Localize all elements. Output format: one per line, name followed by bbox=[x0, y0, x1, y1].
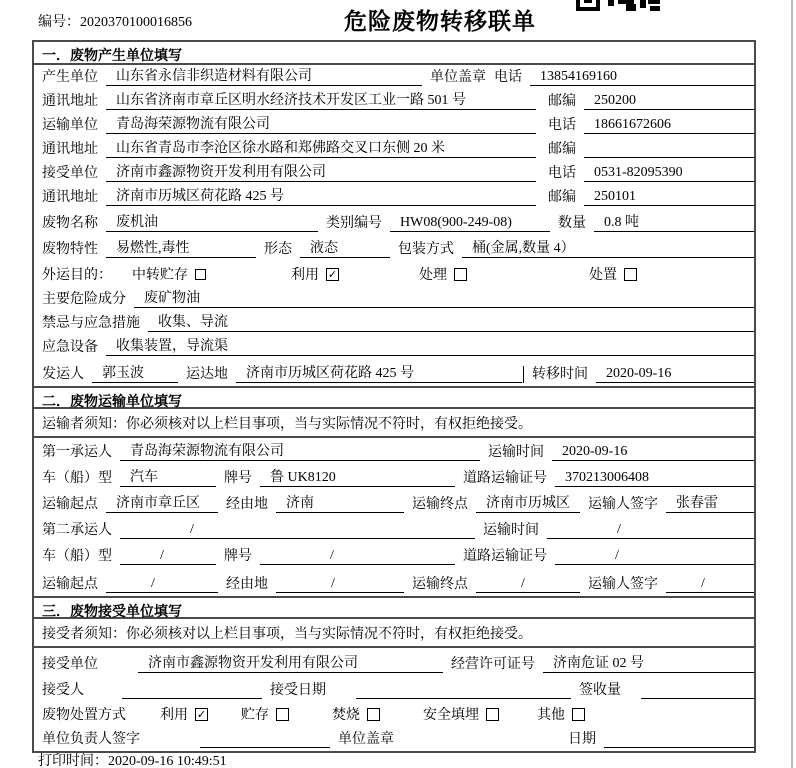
receiver-addr-label: 通讯地址 bbox=[42, 190, 98, 205]
packing-label: 包装方式 bbox=[398, 242, 454, 257]
license-value: 济南危证 02 号 bbox=[543, 652, 754, 673]
license-label: 经营许可证号 bbox=[451, 657, 535, 672]
transporter-addr-value: 山东省青岛市李沧区徐水路和郑佛路交叉口东侧 20 米 bbox=[106, 137, 536, 158]
via2-value: / bbox=[276, 576, 404, 593]
permit2-value: / bbox=[555, 548, 754, 565]
serial-number bbox=[38, 11, 192, 31]
page-edge-line bbox=[791, 0, 793, 768]
disposal-option-storage bbox=[241, 704, 289, 724]
sign1-value: 张春雷 bbox=[666, 492, 754, 513]
plate2-label: 牌号 bbox=[224, 549, 252, 564]
vehicle2-value: / bbox=[120, 548, 216, 565]
emergency-value: 收集、导流 bbox=[148, 311, 754, 332]
date-label: 日期 bbox=[568, 732, 596, 747]
transport-time2-value: / bbox=[547, 522, 754, 539]
receiver-row bbox=[34, 161, 754, 185]
producer-addr-value: 山东省济南市章丘区明水经济技术开发区工业一路 501 号 bbox=[106, 89, 536, 110]
origin1-label: 运输起点 bbox=[42, 497, 98, 512]
receiver-zip-value: 250101 bbox=[584, 189, 754, 206]
origin2-label: 运输起点 bbox=[42, 577, 98, 592]
receiver-address-row bbox=[34, 185, 754, 209]
purpose-utilize-label: 利用 bbox=[291, 268, 319, 283]
terminal2-value: / bbox=[476, 576, 580, 593]
serial-value: 2020370100016856 bbox=[80, 15, 192, 30]
page-title: 危险废物转移联单 bbox=[344, 9, 536, 34]
hazard-component-row bbox=[34, 287, 754, 311]
waste-name-value: 废机油 bbox=[106, 211, 318, 232]
destination-label: 运达地 bbox=[186, 367, 228, 382]
transporter-phone-label: 电话 bbox=[548, 118, 576, 133]
transport-time1-label: 运输时间 bbox=[488, 445, 544, 460]
via1-value: 济南 bbox=[276, 492, 404, 513]
shipper-value: 郭玉波 bbox=[92, 362, 178, 383]
characteristic-label: 废物特性 bbox=[42, 242, 98, 257]
accept-date-label: 接受日期 bbox=[270, 683, 326, 698]
print-time bbox=[38, 750, 227, 768]
disposal-option-incinerate bbox=[332, 704, 380, 724]
section-2-header: 二．废物运输单位填写 bbox=[34, 386, 754, 409]
producer-label: 产生单位 bbox=[42, 70, 98, 85]
purpose-treat-checkbox bbox=[454, 268, 467, 281]
disposal-option-other bbox=[537, 704, 585, 724]
transporter-zip-value bbox=[584, 157, 754, 158]
route2-row bbox=[34, 568, 754, 596]
hazard-value: 废矿物油 bbox=[134, 287, 754, 308]
leader-signature-row bbox=[34, 726, 754, 751]
receiver-label: 接受单位 bbox=[42, 166, 98, 181]
via1-label: 经由地 bbox=[226, 497, 268, 512]
disposal-landfill-checkbox bbox=[486, 708, 499, 721]
section-3-header: 三．废物接受单位填写 bbox=[34, 596, 754, 619]
plate1-label: 牌号 bbox=[224, 471, 252, 486]
disposal-other-checkbox bbox=[572, 708, 585, 721]
acceptor-value bbox=[122, 698, 262, 699]
disposal-option-landfill bbox=[423, 704, 499, 724]
transporter-row bbox=[34, 113, 754, 137]
carrier1-value: 青岛海荣源物流有限公司 bbox=[120, 440, 480, 461]
plate2-value: / bbox=[260, 548, 455, 565]
qr-code-remnant-icon bbox=[576, 0, 660, 11]
vehicle1-value: 汽车 bbox=[120, 466, 216, 487]
section-1-header: 一．废物产生单位填写 bbox=[34, 42, 754, 65]
carrier2-label: 第二承运人 bbox=[42, 523, 112, 538]
disposal-utilize-label: 利用 bbox=[160, 708, 188, 723]
transporter-label: 运输单位 bbox=[42, 118, 98, 133]
disposal-label: 废物处置方式 bbox=[42, 708, 126, 723]
producer-row bbox=[34, 65, 754, 89]
vehicle1-row bbox=[34, 464, 754, 490]
vehicle2-label: 车（船）型 bbox=[42, 549, 112, 564]
disposal-storage-label: 贮存 bbox=[241, 708, 269, 723]
waste-name-row bbox=[34, 209, 754, 235]
producer-zip-label: 邮编 bbox=[548, 94, 576, 109]
transporter-address-row bbox=[34, 137, 754, 161]
vehicle1-label: 车（船）型 bbox=[42, 471, 112, 486]
purpose-row bbox=[34, 261, 754, 287]
quantity-label: 数量 bbox=[558, 216, 586, 231]
transporter-addr-label: 通讯地址 bbox=[42, 142, 98, 157]
transporter-zip-label: 邮编 bbox=[548, 142, 576, 157]
route1-row bbox=[34, 490, 754, 516]
leader-sign-label: 单位负责人签字 bbox=[42, 732, 140, 747]
transporter-notice-text: 运输者须知：你必须核对以上栏目事项，当与实际情况不符时，有权拒绝接受。 bbox=[42, 416, 532, 432]
purpose-option-transfer-storage bbox=[132, 264, 206, 284]
emergency-equipment-row bbox=[34, 335, 754, 359]
sign2-value: / bbox=[666, 576, 754, 593]
sign1-label: 运输人签字 bbox=[588, 497, 658, 512]
transporter-value: 青岛海荣源物流有限公司 bbox=[106, 113, 536, 134]
quantity-value: 0.8 吨 bbox=[594, 211, 754, 232]
purpose-transfer-storage-checkbox bbox=[195, 269, 206, 280]
via2-label: 经由地 bbox=[226, 577, 268, 592]
producer-addr-label: 通讯地址 bbox=[42, 94, 98, 109]
transporter-notice-row bbox=[34, 409, 754, 438]
purpose-dispose-label: 处置 bbox=[589, 268, 617, 283]
disposal-option-utilize bbox=[160, 704, 208, 724]
disposal-other-label: 其他 bbox=[537, 708, 565, 723]
producer-zip-value: 250200 bbox=[584, 93, 754, 110]
disposal-landfill-label: 安全填埋 bbox=[423, 708, 479, 723]
waste-characteristic-row bbox=[34, 235, 754, 261]
acceptor-label: 接受人 bbox=[42, 683, 84, 698]
transporter-phone-value: 18661672606 bbox=[584, 117, 754, 134]
waste-name-label: 废物名称 bbox=[42, 216, 98, 231]
purpose-option-utilize bbox=[291, 264, 339, 284]
origin2-value: / bbox=[106, 576, 218, 593]
terminal2-label: 运输终点 bbox=[412, 577, 468, 592]
receiver-phone-label: 电话 bbox=[548, 166, 576, 181]
equipment-value: 收集装置，导流渠 bbox=[106, 335, 754, 356]
accept-unit-value: 济南市鑫源物资开发利用有限公司 bbox=[138, 652, 443, 673]
category-value: HW08(900-249-08) bbox=[390, 215, 550, 232]
receiver-notice-row bbox=[34, 619, 754, 648]
permit1-label: 道路运输证号 bbox=[463, 471, 547, 486]
purpose-option-dispose bbox=[589, 264, 637, 284]
emergency-measures-row bbox=[34, 311, 754, 335]
disposal-storage-checkbox bbox=[276, 708, 289, 721]
transfer-time-label: 转移时间 bbox=[532, 367, 588, 382]
manifest-form bbox=[32, 40, 756, 753]
purpose-label: 外运目的： bbox=[42, 268, 112, 283]
shipper-row bbox=[34, 359, 754, 386]
leader-sign-value bbox=[200, 747, 330, 748]
purpose-dispose-checkbox bbox=[624, 268, 637, 281]
cell-divider bbox=[523, 366, 524, 383]
purpose-treat-label: 处理 bbox=[419, 268, 447, 283]
packing-value: 桶(金属,数量 4） bbox=[462, 237, 754, 258]
form-state-label: 形态 bbox=[264, 242, 292, 257]
destination-value: 济南市历城区荷花路 425 号 bbox=[236, 362, 522, 383]
producer-phone-value: 13854169160 bbox=[530, 69, 754, 86]
permit1-value: 370213006408 bbox=[555, 470, 754, 487]
producer-value: 山东省永信非织造材料有限公司 bbox=[106, 65, 422, 86]
date-value bbox=[604, 747, 754, 748]
carrier2-value: / bbox=[120, 522, 475, 539]
disposal-utilize-checkbox: ✓ bbox=[196, 707, 207, 721]
origin1-value: 济南市章丘区 bbox=[106, 492, 218, 513]
received-qty-label: 签收量 bbox=[579, 683, 621, 698]
carrier1-row bbox=[34, 438, 754, 464]
print-time-label: 打印时间： bbox=[38, 754, 108, 768]
received-qty-value bbox=[641, 698, 754, 699]
unit-seal-label: 单位盖章 bbox=[430, 70, 486, 85]
transport-time1-value: 2020-09-16 bbox=[552, 444, 754, 461]
purpose-utilize-checkbox: ✓ bbox=[327, 267, 338, 281]
carrier2-row bbox=[34, 516, 754, 542]
terminal1-label: 运输终点 bbox=[412, 497, 468, 512]
form-state-value: 液态 bbox=[300, 237, 390, 258]
plate1-value: 鲁 UK8120 bbox=[260, 466, 455, 487]
transport-time2-label: 运输时间 bbox=[483, 523, 539, 538]
category-label: 类别编号 bbox=[326, 216, 382, 231]
receiver-phone-value: 0531-82095390 bbox=[584, 165, 754, 182]
sign2-label: 运输人签字 bbox=[588, 577, 658, 592]
unit-seal2-label: 单位盖章 bbox=[338, 732, 394, 747]
accept-unit-row bbox=[34, 648, 754, 676]
print-time-value: 2020-09-16 10:49:51 bbox=[108, 754, 227, 768]
accept-unit-label: 接受单位 bbox=[42, 657, 98, 672]
carrier1-label: 第一承运人 bbox=[42, 445, 112, 460]
disposal-method-row bbox=[34, 702, 754, 726]
equipment-label: 应急设备 bbox=[42, 340, 98, 355]
receiver-notice-text: 接受者须知：你必须核对以上栏目事项，当与实际情况不符时，有权拒绝接受。 bbox=[42, 626, 532, 642]
serial-label: 编号： bbox=[38, 15, 80, 30]
purpose-option-treat bbox=[419, 264, 467, 284]
accept-date-value bbox=[356, 698, 571, 699]
terminal1-value: 济南市历城区 bbox=[476, 492, 580, 513]
purpose-transfer-storage-label: 中转贮存 bbox=[132, 268, 188, 283]
receiver-zip-label: 邮编 bbox=[548, 190, 576, 205]
vehicle2-row bbox=[34, 542, 754, 568]
acceptor-row bbox=[34, 676, 754, 702]
producer-phone-label: 电话 bbox=[494, 70, 522, 85]
receiver-value: 济南市鑫源物资开发利用有限公司 bbox=[106, 161, 536, 182]
shipper-label: 发运人 bbox=[42, 367, 84, 382]
producer-address-row bbox=[34, 89, 754, 113]
hazard-label: 主要危险成分 bbox=[42, 292, 126, 307]
emergency-label: 禁忌与应急措施 bbox=[42, 316, 140, 331]
transfer-time-value: 2020-09-16 bbox=[596, 366, 754, 383]
characteristic-value: 易燃性,毒性 bbox=[106, 237, 256, 258]
disposal-incinerate-checkbox bbox=[367, 708, 380, 721]
receiver-addr-value: 济南市历城区荷花路 425 号 bbox=[106, 185, 536, 206]
disposal-incinerate-label: 焚烧 bbox=[332, 708, 360, 723]
permit2-label: 道路运输证号 bbox=[463, 549, 547, 564]
